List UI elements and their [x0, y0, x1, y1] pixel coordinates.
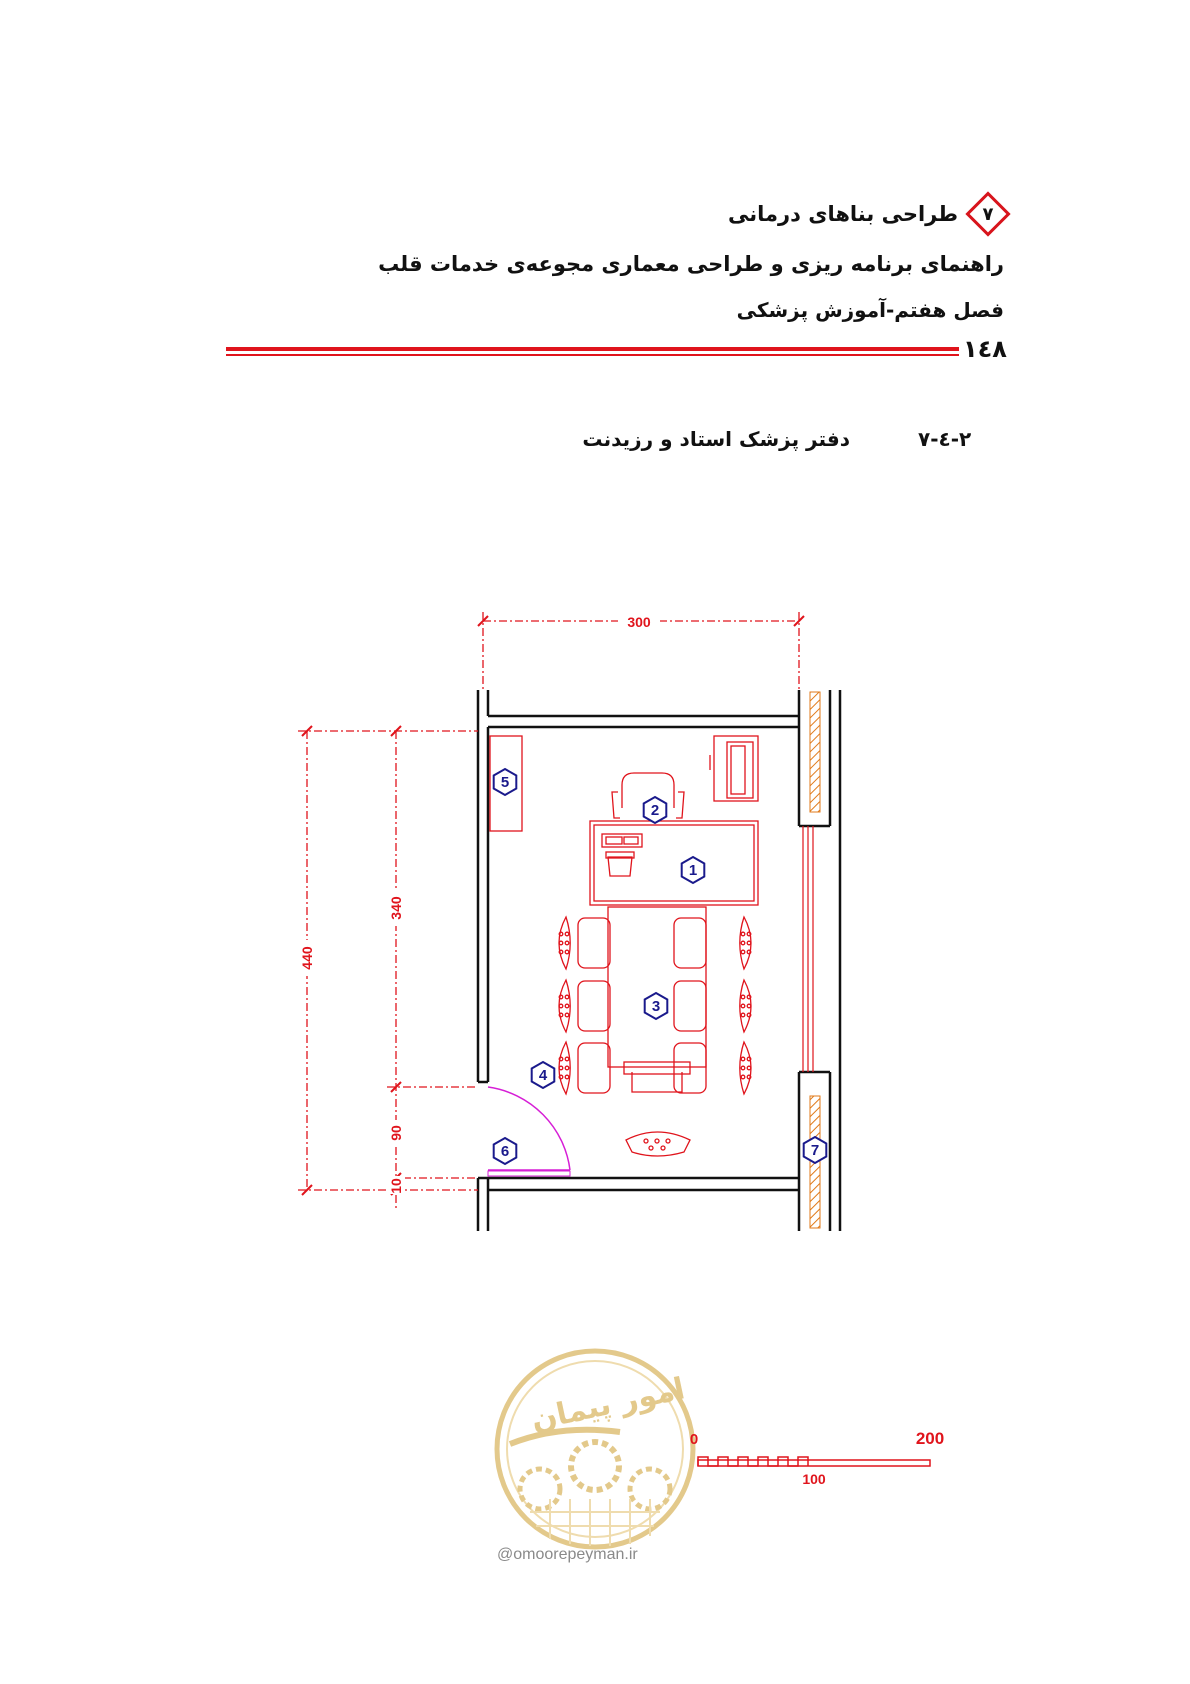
- tag-7: [804, 1137, 827, 1163]
- bottom-chair: [624, 1062, 690, 1156]
- stamp-text: امور پیمان: [528, 1371, 688, 1439]
- svg-text:7: 7: [810, 1142, 820, 1159]
- meeting-chair-6: [674, 1042, 751, 1094]
- chapter-title: فصل هفتم-آموزش پزشکی: [736, 298, 1004, 322]
- book-subtitle: راهنمای برنامه ریزی و طراحی معماری مجوعه‌ی خدمات قلب: [378, 252, 1004, 276]
- svg-text:5: 5: [500, 774, 510, 791]
- dimension-lines: [298, 612, 799, 1208]
- scale-bar: [690, 1430, 960, 1500]
- scale-start: 0: [690, 1431, 699, 1448]
- section-title: دفتر پزشک استاد و رزیدنت: [582, 427, 850, 451]
- dim-door-opening: 90: [388, 1125, 404, 1141]
- page-number: ۱٤۸: [963, 335, 1007, 363]
- dim-width-top: 300: [627, 614, 651, 630]
- section-number: ۷-٤-۲: [918, 427, 972, 451]
- omoor-peyman-stamp: [490, 1344, 700, 1554]
- tag-6: [494, 1138, 517, 1164]
- watermark-site: @omoorepeyman.ir: [497, 1546, 638, 1563]
- dim-door-offset: 10: [388, 1178, 404, 1194]
- dim-height-room: 340: [388, 896, 404, 920]
- window: [803, 826, 813, 1072]
- svg-text:1: 1: [688, 862, 698, 879]
- meeting-chair-2: [674, 917, 751, 969]
- furniture: [490, 736, 758, 1067]
- tag-3: [645, 993, 668, 1019]
- hatched-pier-top: [810, 692, 820, 812]
- book-title: طراحی بناهای درمانی: [728, 202, 958, 226]
- meeting-chair-1: [559, 917, 610, 969]
- tag-2: [644, 797, 667, 823]
- meeting-chair-4: [674, 980, 751, 1032]
- tag-4: [532, 1062, 555, 1088]
- dim-height-total: 440: [299, 946, 315, 970]
- svg-text:6: 6: [500, 1143, 510, 1160]
- svg-text:4: 4: [538, 1067, 548, 1084]
- svg-text:3: 3: [651, 998, 661, 1015]
- svg-text:2: 2: [650, 802, 660, 819]
- tag-1: [682, 857, 705, 883]
- walls: [478, 690, 840, 1231]
- meeting-chair-3: [559, 980, 610, 1032]
- door: [488, 1087, 570, 1176]
- scale-mid: 100: [802, 1471, 826, 1487]
- volume-number: ۷: [982, 203, 994, 225]
- meeting-chair-5: [559, 1042, 610, 1094]
- scale-end: 200: [915, 1430, 945, 1448]
- tag-5: [494, 769, 517, 795]
